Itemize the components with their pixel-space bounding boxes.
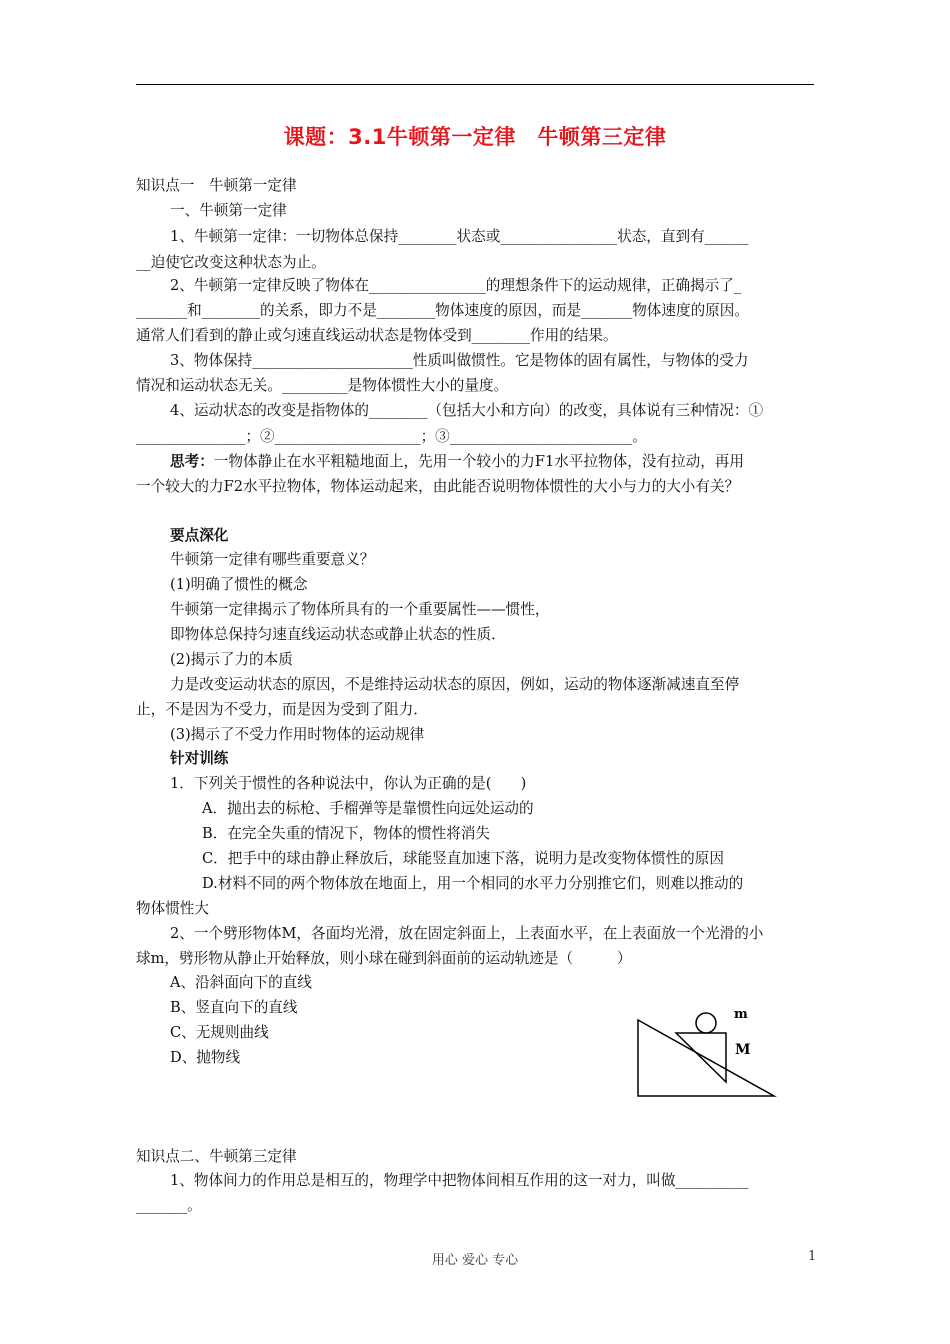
label-M: M [735,1042,751,1058]
paragraph-line: 止，不是因为不受力，而是因为受到了阻力． [136,701,428,718]
paragraph-line: _______________；②____________________；③_________________________。 [136,428,647,445]
page-footer: 用心 爱心 专心 [431,1253,519,1268]
paragraph-line: 力是改变运动状态的原因，不是维持运动状态的原因，例如，运动的物体逐渐减速直至停 [170,676,740,693]
question-1: 1．下列关于惯性的各种说法中，你认为正确的是( ) [170,775,527,792]
paragraph-line: __迫使它改变这种状态为止。 [136,254,326,271]
section-heading-exercises: 针对训练 [170,750,229,767]
option-d-cont: 物体惯性大 [136,900,209,917]
section-heading-1: 知识点一 牛顿第一定律 [136,177,297,194]
paragraph-line: 3、物体保持______________________性质叫做惯性。它是物体的固有属性，与物体的受力 [170,352,749,369]
option-b: B、竖直向下的直线 [170,999,298,1016]
paragraph-line: (1)明确了惯性的概念 [170,576,308,593]
wedge-M [676,1033,726,1082]
header-rule [136,84,814,85]
option-d: D、抛物线 [170,1049,241,1066]
paragraph-line: 即物体总保持匀速直线运动状态或静止状态的性质． [170,626,506,643]
paragraph-line: 1、牛顿第一定律：一切物体总保持________状态或________________状态，直到有______ [170,228,749,245]
paragraph-line: 一个较大的力F2水平拉物体，物体运动起来，由此能否说明物体惯性的大小与力的大小有关？ [136,478,740,495]
paragraph-line: 通常人们看到的静止或匀速直线运动状态是物体受到________作用的结果。 [136,327,618,344]
paragraph-line: (2)揭示了力的本质 [170,651,293,668]
paragraph-line: 牛顿第一定律揭示了物体所具有的一个重要属性——惯性， [170,601,550,618]
question-2: 2、一个劈形物体M，各面均光滑，放在固定斜面上，上表面水平，在上表面放一个光滑的小 [170,925,764,942]
page-title: 课题：3.1牛顿第一定律 牛顿第三定律 [283,125,667,149]
paragraph-line: 4、运动状态的改变是指物体的________（包括大小和方向）的改变，具体说有三种情况：① [170,402,764,419]
option-d: D.材料不同的两个物体放在地面上，用一个相同的水平力分别推它们，则难以推动的 [202,875,744,892]
paragraph-line: _______。 [136,1197,202,1214]
option-c: C、无规则曲线 [170,1024,269,1041]
think-paragraph: 思考：一物体静止在水平粗糙地面上，先用一个较小的力F1水平拉物体，没有拉动，再用 [170,453,744,470]
option-a: A、沿斜面向下的直线 [170,974,312,991]
section-heading-key-points: 要点深化 [170,527,229,544]
ball-m [696,1013,716,1033]
option-c: C．把手中的球由静止释放后，球能竖直加速下落，说明力是改变物体惯性的原因 [202,850,724,867]
paragraph-line: _______和________的关系，即力不是________物体速度的原因，而是_______物体速度的原因。 [136,302,749,319]
wedge-on-incline-figure [630,1007,780,1100]
option-a: A．抛出去的标枪、手榴弹等是靠惯性向远处运动的 [202,800,534,817]
section-heading-2: 知识点二、牛顿第三定律 [136,1148,297,1165]
think-label: 思考： [170,453,214,470]
label-m: m [734,1007,748,1022]
option-b: B．在完全失重的情况下，物体的惯性将消失 [202,825,491,842]
question-2-cont: 球m，劈形物从静止开始释放，则小球在碰到斜面前的运动轨迹是（ ） [136,950,632,967]
paragraph-line: 2、牛顿第一定律反映了物体在________________的理想条件下的运动规律，正确揭示了_ [170,277,742,294]
paragraph-line: (3)揭示了不受力作用时物体的运动规律 [170,726,425,743]
paragraph-line: 情况和运动状态无关。_________是物体惯性大小的量度。 [136,377,509,394]
paragraph-line: 牛顿第一定律有哪些重要意义？ [170,551,375,568]
page-number: 1 [808,1249,817,1264]
subsection-heading: 一、牛顿第一定律 [170,202,287,219]
paragraph-line: 1、物体间力的作用总是相互的，物理学中把物体间相互作用的这一对力，叫做__________ [170,1172,749,1189]
